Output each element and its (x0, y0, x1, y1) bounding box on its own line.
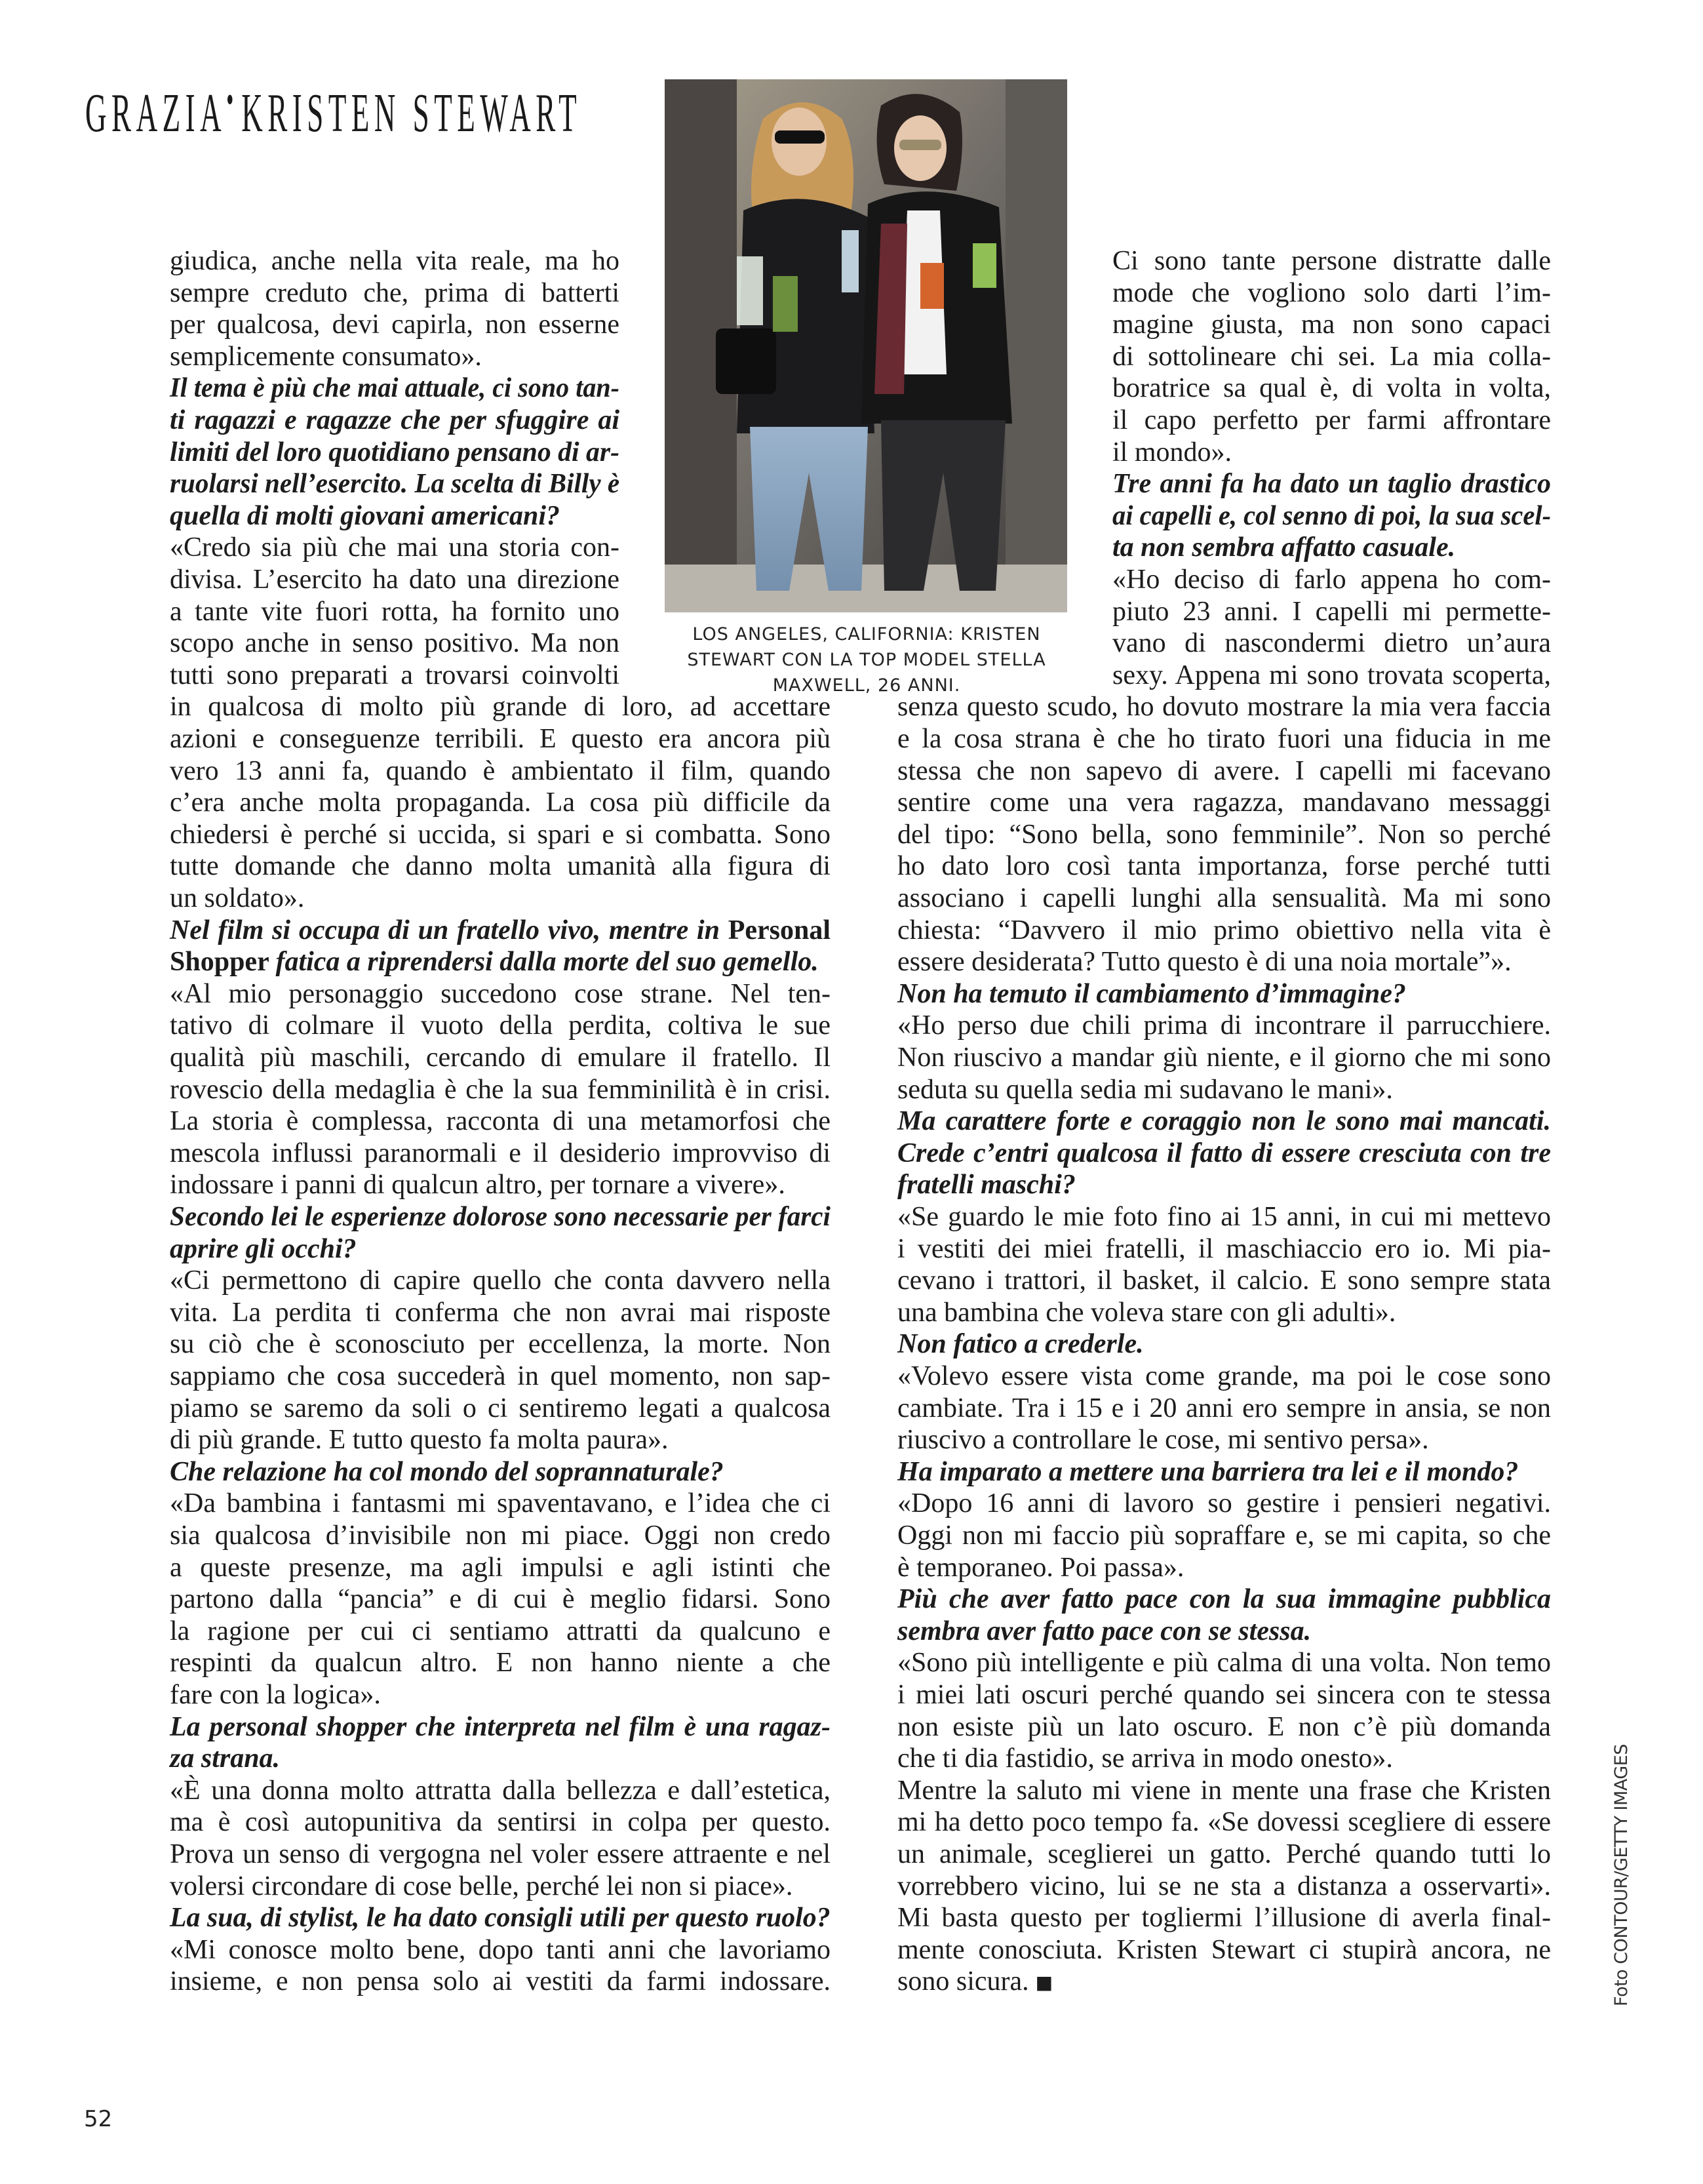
line-text: sembra aver fatto pace con se stessa. (897, 1616, 1312, 1646)
line-text: indossare i panni di qualcun altro, per tornare a vivere». (170, 1170, 785, 1201)
answer-line (1112, 309, 1551, 341)
photo-credit: Foto CONTOUR/GETTY IMAGES (1611, 1744, 1632, 2006)
answer-line (170, 1616, 831, 1648)
line-text: la ragione per cui ci sentiamo attratti da qualcuno e (170, 1616, 831, 1646)
line-text: Il tema è più che mai attuale, ci sono tan- (170, 373, 619, 404)
line-text: senza questo scudo, ho dovuto mostrare la mia vera faccia (897, 692, 1551, 723)
answer-line (897, 1488, 1551, 1520)
answer-line (170, 1074, 831, 1106)
answer-line (170, 277, 619, 309)
answer-line (170, 660, 619, 692)
line-text: Ha imparato a mettere una barriera tra lei e il mondo? (897, 1456, 1519, 1487)
question-line (170, 372, 619, 405)
answer-line (1112, 341, 1551, 373)
answer-line (897, 1647, 1551, 1679)
answer-line (170, 245, 619, 277)
answer-line (897, 1871, 1551, 1903)
answer-line (897, 1424, 1551, 1456)
header-subject: KRISTEN STEWART (241, 83, 582, 144)
answer-line (897, 1838, 1551, 1871)
answer-line (170, 1424, 831, 1456)
line-text: «Al mio personaggio succedono cose strane. Nel ten- (170, 978, 831, 1009)
answer-line (170, 1838, 831, 1871)
sidewalk (665, 565, 1067, 612)
answer-line (897, 691, 1551, 723)
line-text: Che relazione ha col mondo del soprannaturale? (170, 1456, 724, 1487)
line-text: «Mi conosce molto bene, dopo tanti anni che lavoriamo (170, 1934, 831, 1965)
line-text: «È una donna molto attratta dalla bellezza e dall’estetica, (170, 1775, 831, 1806)
answer-line (170, 723, 831, 755)
answer-line (170, 1583, 831, 1616)
answer-line (897, 1297, 1551, 1329)
answer-line (170, 341, 619, 373)
line-text: stessa che non sapevo di avere. I capelli mi facevano (897, 755, 1551, 786)
answer-line (170, 1042, 831, 1074)
answer-line (170, 309, 619, 341)
line-text: piuto 23 anni. I capelli mi permette- (1112, 596, 1551, 627)
line-text: Mi basta questo per togliermi l’illusione di averla final- (897, 1903, 1551, 1934)
question-line (170, 1201, 831, 1233)
answer-line (1112, 405, 1551, 437)
line-text: «Dopo 16 anni di lavoro so gestire i pensieri negativi. (897, 1488, 1551, 1519)
line-text: sono sicura. (897, 1966, 1029, 1997)
answer-line (170, 850, 831, 883)
line-text: vorrebbero vicino, lui se ne sta a distanza a osservarti». (897, 1871, 1551, 1901)
line-text: partono dalla “pancia” e di cui è meglio fidarsi. Sono (170, 1584, 831, 1615)
line-text: Non riuscivo a mandar giù niente, e il giorno che mi sono (897, 1042, 1551, 1073)
question-line (897, 1138, 1551, 1170)
line-text: La sua, di stylist, le ha dato consigli utili per questo ruolo? (170, 1903, 831, 1934)
question-line (1112, 500, 1551, 532)
line-text: associano i capelli lunghi alla sensualità. Ma mi sono (897, 883, 1551, 913)
line-text: fare con la logica». (170, 1680, 381, 1710)
line-text: a tante vite fuori rotta, ha fornito uno (170, 596, 619, 627)
page-number: 52 (84, 2106, 113, 2132)
answer-line (897, 1520, 1551, 1552)
answer-line (897, 915, 1551, 947)
line-text: ti ragazzi e ragazze che per sfuggire ai (170, 405, 619, 435)
line-text: mi ha detto poco tempo fa. «Se dovessi scegliere di essere (897, 1807, 1551, 1838)
line-text: ta non sembra affatto casuale. (1112, 532, 1456, 563)
line-text: «Sono più intelligente e più calma di una volta. Non temo (897, 1648, 1551, 1678)
line-text: vita. La perdita ti conferma che non avrai mai risposte (170, 1297, 831, 1328)
line-text: che ti dia fastidio, se arriva in modo onesto». (897, 1743, 1393, 1774)
line-text: semplicemente consumato». (170, 341, 482, 372)
line-text: Tre anni fa ha dato un taglio drastico (1112, 469, 1551, 500)
article-photo (665, 79, 1067, 612)
answer-line (897, 946, 1551, 978)
film-title: Personal (728, 915, 831, 945)
answer-line (170, 1105, 831, 1138)
answer-line (170, 819, 831, 851)
line-text: «Se guardo le mie foto fino ai 15 anni, in cui mi mettevo (897, 1202, 1551, 1232)
question-line (897, 1616, 1551, 1648)
question-line (170, 1233, 831, 1265)
answer-line (1112, 627, 1551, 660)
line-text: Mentre la saluto mi viene in mente una frase che Kristen (897, 1775, 1551, 1806)
line-text: za strana. (170, 1743, 281, 1774)
line-text: è temporaneo. Poi passa». (897, 1552, 1184, 1583)
caption-line: STEWART CON LA TOP MODEL STELLA (687, 650, 1046, 670)
line-text: i vestiti dei miei fratelli, il maschiaccio ero io. Mi pia- (897, 1233, 1551, 1264)
line-text: non esiste più un lato oscuro. E non c’è più domanda (897, 1711, 1551, 1742)
line-text: Non ha temuto il cambiamento d’immagine? (897, 978, 1406, 1009)
question-line (1112, 468, 1551, 500)
question-line (897, 1105, 1551, 1138)
answer-line (897, 1806, 1551, 1838)
line-text: insieme, e non pensa solo ai vestiti da farmi indossare. (170, 1966, 831, 1997)
answer-line (897, 1233, 1551, 1265)
question-line (170, 468, 619, 500)
photo-caption (656, 622, 1078, 698)
magazine-name: GRAZIA (85, 83, 227, 144)
answer-line (897, 723, 1551, 755)
line-text: il capo perfetto per farmi affrontare (1112, 405, 1551, 435)
line-text: «Volevo essere vista come grande, ma poi le cose sono (897, 1361, 1551, 1391)
answer-line (897, 1201, 1551, 1233)
answer-line (170, 1328, 831, 1360)
line-text: riuscivo a controllare le cose, mi sentivo persa». (897, 1425, 1429, 1456)
answer-line (1112, 277, 1551, 309)
answer-line (897, 1902, 1551, 1934)
answer-line (170, 787, 831, 819)
line-text: e la cosa strana è che ho tirato fuori una fiducia in me (897, 724, 1551, 754)
question-line (170, 1711, 831, 1743)
answer-line (1112, 564, 1551, 596)
question-line (897, 1583, 1551, 1616)
answer-line (897, 850, 1551, 883)
answer-line (170, 1934, 831, 1966)
line-text: vero 13 anni fa, quando è ambientato il film, quando (170, 755, 831, 786)
line-text: boratrice sa qual è, di volta in volta, (1112, 373, 1551, 404)
question-line (170, 1902, 831, 1934)
answer-line (1112, 372, 1551, 405)
answer-line (170, 1010, 831, 1042)
question-line (170, 1456, 831, 1488)
answer-line (170, 755, 831, 787)
line-text: La storia è complessa, racconta di una metamorfosi che (170, 1106, 831, 1137)
line-text: «Ci permettono di capire quello che conta davvero nella (170, 1265, 831, 1296)
line-text: una bambina che voleva stare con gli adulti». (897, 1297, 1396, 1328)
question-line (170, 405, 619, 437)
question-line (170, 1743, 831, 1775)
line-text: aprire gli occhi? (170, 1233, 357, 1264)
header-separator: • (226, 78, 242, 121)
line-text: piamo se saremo da soli o ci sentiremo legati a qualcosa (170, 1393, 831, 1423)
line-text: per qualcosa, devi capirla, non esserne (170, 309, 619, 340)
line-text: magine giusta, ma non sono capaci (1112, 309, 1551, 340)
line-text: mescola influssi paranormali e il desiderio improvviso di (170, 1138, 831, 1168)
answer-line (897, 819, 1551, 851)
answer-line (170, 1265, 831, 1297)
line-text: sexy. Appena mi sono trovata scoperta, (1112, 660, 1551, 690)
question-text: Nel film si occupa di un fratello vivo, mentre in (170, 915, 728, 945)
line-text: tutte domande che danno molta umanità alla figura di (170, 851, 831, 882)
line-text: Ci sono tante persone distratte dalle (1112, 246, 1551, 276)
line-text: Prova un senso di vergogna nel voler essere attraente e nel (170, 1839, 831, 1869)
line-text: chiesta: “Davvero il mio primo obiettivo nella vita è (897, 915, 1551, 945)
answer-line (170, 691, 831, 723)
caption-line: LOS ANGELES, CALIFORNIA: KRISTEN (692, 624, 1041, 645)
line-text: Non fatico a crederle. (897, 1329, 1144, 1360)
line-text: ho dato loro così tanta importanza, forse perché tutti (897, 851, 1551, 882)
line-text: cevano i trattori, il basket, il calcio. E sono sempre stata (897, 1265, 1551, 1296)
line-text: del tipo: “Sono bella, sono femminile”. Non so perché (897, 819, 1551, 850)
line-text: mente conosciuta. Kristen Stewart ci stupirà ancora, ne (897, 1934, 1551, 1965)
section-header (85, 73, 582, 144)
answer-line (170, 1871, 831, 1903)
question-text: fatica a riprendersi dalla morte del suo gemello. (275, 947, 819, 978)
line-text: giudica, anche nella vita reale, ma ho (170, 246, 619, 276)
answer-line (170, 1360, 831, 1393)
answer-line (170, 1138, 831, 1170)
line-text: limiti del loro quotidiano pensano di ar- (170, 437, 619, 467)
line-text: qualità più maschili, cercando di emulare il fratello. Il (170, 1042, 831, 1073)
question-line (897, 978, 1551, 1010)
line-text: «Da bambina i fantasmi mi spaventavano, e l’idea che ci (170, 1488, 831, 1519)
line-text: il mondo». (1112, 437, 1232, 467)
answer-line (1112, 245, 1551, 277)
answer-line (170, 596, 619, 628)
line-text: fratelli maschi? (897, 1170, 1076, 1201)
line-text: chiedersi è perché si uccida, si spari e si combatta. Sono (170, 819, 831, 850)
answer-line (897, 755, 1551, 787)
answer-line (170, 1552, 831, 1584)
answer-line (170, 883, 831, 915)
line-text: Secondo lei le esperienze dolorose sono necessarie per farci (170, 1202, 831, 1232)
answer-line (897, 1679, 1551, 1711)
line-text: Ma carattere forte e coraggio non le sono mai mancati. (897, 1106, 1551, 1137)
line-text: «Credo sia più che mai una storia con- (170, 532, 619, 563)
line-text: a queste presenze, ma agli impulsi e agli istinti che (170, 1552, 831, 1583)
line-text: ai capelli e, col senno di poi, la sua scel- (1112, 500, 1552, 531)
question-line (170, 946, 831, 978)
line-text: Crede c’entri qualcosa il fatto di essere cresciuta con tre (897, 1138, 1551, 1168)
line-text: ma è così autopunitiva da sentirsi in colpa per questo. (170, 1807, 831, 1838)
line-text: seduta su quella sedia mi sudavano le mani». (897, 1074, 1393, 1105)
line-text: sentire come una vera ragazza, mandavano messaggi (897, 787, 1551, 818)
question-line (1112, 532, 1551, 564)
line-text: respinti da qualcun altro. E non hanno niente a che (170, 1648, 831, 1678)
film-title: Shopper (170, 947, 276, 978)
answer-line (170, 978, 831, 1010)
question-line (170, 915, 831, 947)
line-text: di sottolineare chi sei. La mia colla- (1112, 341, 1551, 372)
answer-line (897, 1074, 1551, 1106)
line-text: c’era anche molta propaganda. La cosa più difficile da (170, 787, 831, 818)
line-text: su ciò che è sconosciuto per eccellenza, la morte. Non (170, 1329, 831, 1360)
line-text: scopo anche in senso positivo. Ma non (170, 628, 619, 659)
answer-line (170, 1679, 831, 1711)
line-text: rovescio della medaglia è che la sua femminilità è in crisi. (170, 1074, 831, 1105)
answer-line (897, 1552, 1551, 1584)
answer-line (170, 1169, 831, 1201)
line-text: vano di nascondermi dietro un’aura (1112, 628, 1551, 659)
line-text: divisa. L’esercito ha dato una direzione (170, 565, 619, 595)
question-line (170, 437, 619, 469)
question-line (897, 1169, 1551, 1201)
answer-line (897, 1934, 1551, 1966)
answer-line (897, 883, 1551, 915)
answer-line (170, 1520, 831, 1552)
line-text: Oggi non mi faccio più sopraffare e, se mi capita, so che (897, 1520, 1551, 1551)
line-text: sappiamo che cosa succederà in quel momento, non sap- (170, 1361, 831, 1391)
answer-line (1112, 660, 1551, 692)
answer-line (170, 1647, 831, 1679)
answer-line (897, 1360, 1551, 1393)
answer-line (170, 1775, 831, 1807)
line-text: sia qualcosa d’invisibile non mi piace. Oggi non credo (170, 1520, 831, 1551)
line-text: essere desiderata? Tutto questo è di una noia mortale”». (897, 947, 1512, 978)
line-text: di più grande. E tutto questo fa molta paura». (170, 1425, 669, 1456)
line-text: volersi circondare di cose belle, perché lei non si piace». (170, 1871, 793, 1901)
line-text: cambiate. Tra i 15 e i 20 anni ero sempre in ansia, se non (897, 1393, 1551, 1423)
line-text: sempre creduto che, prima di batterti (170, 277, 619, 308)
line-text: «Ho deciso di farlo appena ho com- (1112, 565, 1551, 595)
answer-line (170, 532, 619, 564)
end-of-article-mark: ■ (1035, 1972, 1053, 1994)
answer-line (897, 1393, 1551, 1425)
caption-line: MAXWELL, 26 ANNI. (772, 675, 961, 696)
question-line (170, 500, 619, 532)
answer-line (897, 1711, 1551, 1743)
answer-line (897, 787, 1551, 819)
answer-line (1112, 596, 1551, 628)
answer-line (897, 1010, 1551, 1042)
answer-line (170, 1393, 831, 1425)
line-text: in qualcosa di molto più grande di loro, ad accettare (170, 692, 831, 723)
answer-line (170, 1966, 831, 1998)
question-line (897, 1456, 1551, 1488)
answer-line (897, 1042, 1551, 1074)
answer-line (170, 564, 619, 596)
line-text: «Ho perso due chili prima di incontrare il parrucchiere. (897, 1010, 1551, 1041)
question-line (897, 1328, 1551, 1360)
line-text: un soldato». (170, 883, 305, 913)
answer-line (897, 1966, 1551, 1998)
line-text: tutti sono preparati a trovarsi coinvolti (170, 660, 619, 690)
line-text: Più che aver fatto pace con la sua immagine pubblica (897, 1584, 1551, 1615)
line-text: quella di molti giovani americani? (170, 500, 560, 531)
answer-line (897, 1775, 1551, 1807)
answer-line (897, 1743, 1551, 1775)
answer-line (170, 627, 619, 660)
line-text: tativo di colmare il vuoto della perdita, coltiva le sue (170, 1010, 831, 1041)
line-text: i miei lati oscuri perché quando sei sincera con te stessa (897, 1680, 1551, 1710)
answer-line (1112, 437, 1551, 469)
line-text: ruolarsi nell’esercito. La scelta di Billy è (170, 469, 620, 500)
answer-line (897, 1265, 1551, 1297)
answer-line (170, 1488, 831, 1520)
line-text: un animale, sceglierei un gatto. Perché quando tutti lo (897, 1839, 1551, 1869)
line-text: La personal shopper che interpreta nel film è una ragaz- (170, 1711, 831, 1742)
line-text: mode che vogliono solo darti l’im- (1112, 277, 1551, 308)
line-text: azioni e conseguenze terribili. E questo era ancora più (170, 724, 831, 754)
answer-line (170, 1806, 831, 1838)
answer-line (170, 1297, 831, 1329)
